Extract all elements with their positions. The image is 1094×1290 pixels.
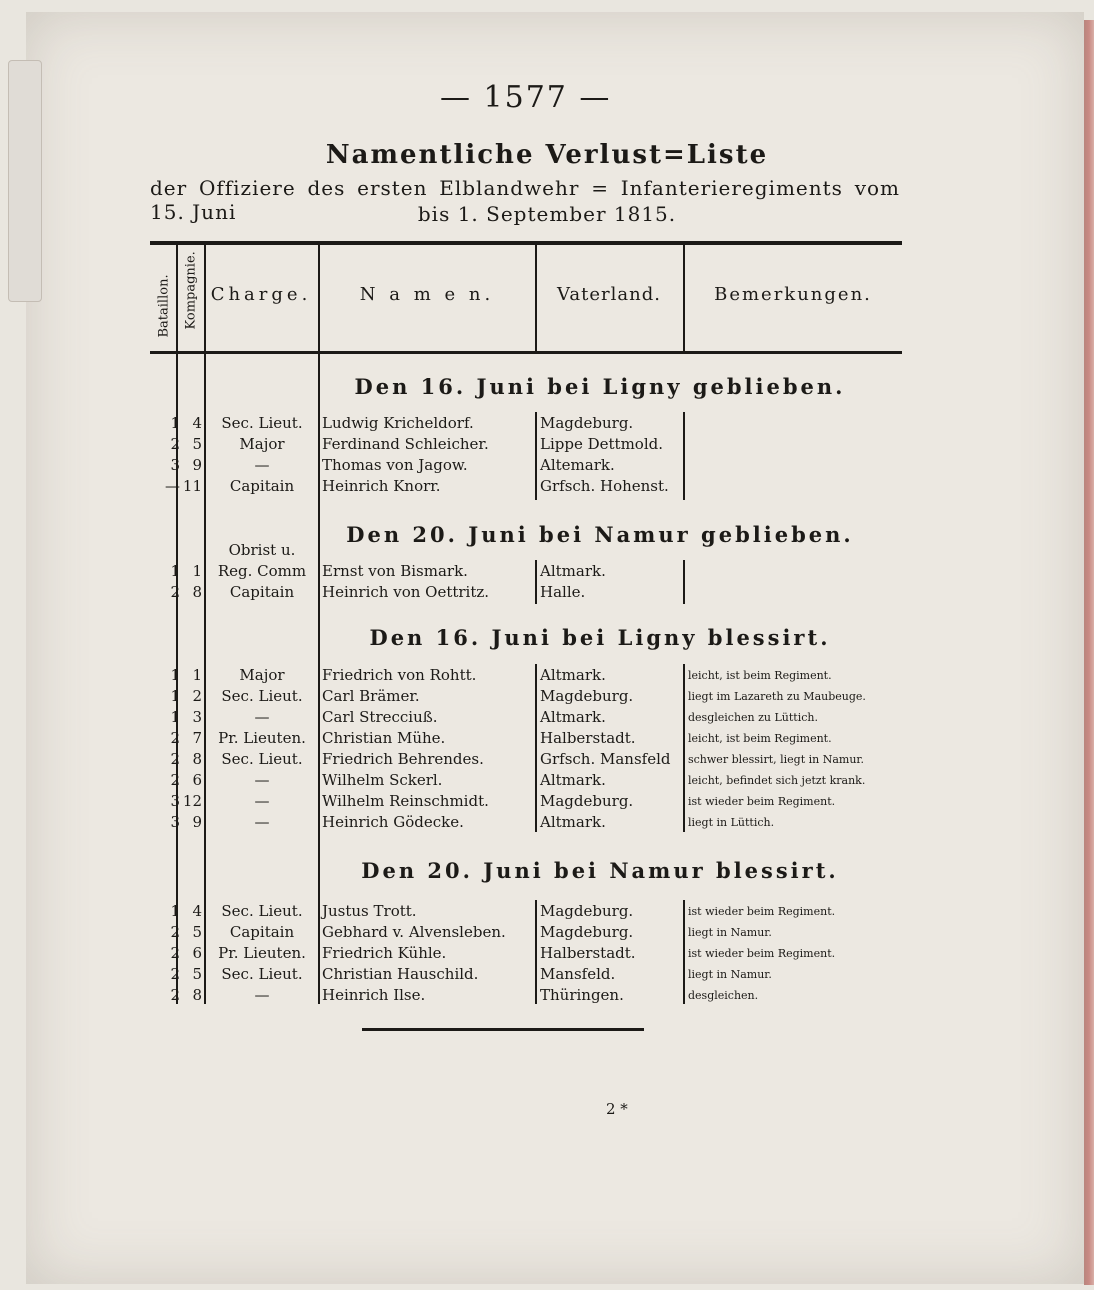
cell-bataillon: 2 (170, 729, 180, 747)
cell-charge: Sec. Lieut. (221, 414, 303, 432)
cell-bataillon: 2 (170, 965, 180, 983)
cell-charge: Sec. Lieut. (221, 965, 303, 983)
cell-name: Gebhard v. Alvensleben. (322, 923, 506, 941)
cell-name: Justus Trott. (322, 902, 417, 920)
cell-charge: — (254, 986, 270, 1004)
header-bataillon: Bataillon. (156, 274, 172, 338)
cell-bemerkung: desgleichen. (688, 989, 759, 1002)
cell-kompagnie: 12 (182, 792, 202, 810)
table-row (150, 583, 890, 604)
table-row (150, 750, 890, 771)
cell-vaterland: Magdeburg. (540, 923, 634, 941)
cell-charge: — (254, 792, 270, 810)
cell-name: Friedrich von Rohtt. (322, 666, 477, 684)
cell-vaterland: Grfsch. Mansfeld (540, 750, 671, 768)
cell-charge: Pr. Lieuten. (218, 729, 306, 747)
cell-vaterland: Altmark. (540, 813, 606, 831)
cell-vaterland: Thüringen. (540, 986, 624, 1004)
cell-name: Carl Strecciuß. (322, 708, 438, 726)
cell-bataillon: 1 (170, 666, 180, 684)
cell-charge: — (254, 456, 270, 474)
cell-vaterland: Magdeburg. (540, 902, 634, 920)
cell-kompagnie: 6 (192, 944, 202, 962)
table-row (150, 813, 890, 834)
page-number: — 1577 — (440, 80, 612, 115)
table-row (150, 792, 890, 813)
cell-name: Heinrich Gödecke. (322, 813, 464, 831)
cell-bataillon: 1 (170, 902, 180, 920)
section-title: Den 20. Juni bei Namur geblieben. (346, 522, 854, 547)
table-row (150, 541, 890, 562)
cell-vaterland: Halberstadt. (540, 944, 636, 962)
cell-charge: Reg. Comm (217, 562, 307, 580)
cell-bataillon: — (165, 477, 180, 495)
signature-mark: 2 * (606, 1100, 628, 1118)
cell-bataillon: 1 (170, 708, 180, 726)
cell-bataillon: 2 (170, 923, 180, 941)
binding-tab (8, 60, 42, 302)
cell-vaterland: Grfsch. Hohenst. (540, 477, 669, 495)
table-row (150, 771, 890, 792)
table-row (150, 729, 890, 750)
cell-bataillon: 2 (170, 583, 180, 601)
cell-kompagnie: 8 (192, 986, 202, 1004)
cell-charge: — (254, 813, 270, 831)
table-header-rule (150, 351, 902, 354)
cell-bemerkung: leicht, ist beim Regiment. (688, 669, 832, 682)
cell-vaterland: Altemark. (540, 456, 615, 474)
cell-kompagnie: 9 (192, 456, 202, 474)
cell-bemerkung: ist wieder beim Regiment. (688, 795, 836, 808)
cell-vaterland: Magdeburg. (540, 792, 634, 810)
cell-kompagnie: 4 (192, 414, 202, 432)
cell-bataillon: 2 (170, 986, 180, 1004)
cell-vaterland: Lippe Dettmold. (540, 435, 663, 453)
cell-bataillon: 2 (170, 944, 180, 962)
table-row (150, 562, 890, 583)
cell-kompagnie: 9 (192, 813, 202, 831)
table-row (150, 435, 890, 456)
header-bemerkungen: Bemerkungen. (714, 284, 872, 305)
cell-kompagnie: 3 (192, 708, 202, 726)
cell-vaterland: Mansfeld. (540, 965, 616, 983)
table-row (150, 687, 890, 708)
cell-bemerkung: liegt in Lüttich. (688, 816, 775, 829)
cell-kompagnie: 7 (192, 729, 202, 747)
cell-bemerkung: schwer blessirt, liegt in Namur. (688, 753, 864, 766)
cell-name: Ernst von Bismark. (322, 562, 468, 580)
cell-kompagnie: 1 (192, 666, 202, 684)
cell-bataillon: 2 (170, 771, 180, 789)
section-title: Den 20. Juni bei Namur blessirt. (361, 858, 839, 883)
cell-vaterland: Altmark. (540, 771, 606, 789)
header-kompagnie: Kompagnie. (183, 251, 199, 330)
cell-bataillon: 3 (170, 456, 180, 474)
cell-bataillon: 3 (170, 792, 180, 810)
cell-name: Friedrich Kühle. (322, 944, 447, 962)
cell-vaterland: Halle. (540, 583, 586, 601)
cell-charge: Capitain (229, 923, 295, 941)
cell-charge: — (254, 708, 270, 726)
col-divider (176, 245, 178, 351)
table-row (150, 666, 890, 687)
cell-name: Christian Hauschild. (322, 965, 479, 983)
table-top-rule (150, 241, 902, 245)
header-namen: N a m e n. (359, 284, 495, 305)
cell-bemerkung: leicht, ist beim Regiment. (688, 732, 832, 745)
cell-bemerkung: liegt in Namur. (688, 968, 772, 981)
table-row (150, 456, 890, 477)
cell-name: Carl Brämer. (322, 687, 420, 705)
cell-kompagnie: 8 (192, 583, 202, 601)
cell-charge: Obrist u. (228, 541, 296, 559)
cell-name: Friedrich Behrendes. (322, 750, 484, 768)
section-title: Den 16. Juni bei Ligny blessirt. (369, 625, 831, 650)
cell-charge: Sec. Lieut. (221, 902, 303, 920)
cell-name: Heinrich von Oettritz. (322, 583, 490, 601)
document-subtitle-line2: bis 1. September 1815. (417, 202, 677, 226)
cell-charge: — (254, 771, 270, 789)
table-row (150, 986, 890, 1007)
header-charge: Charge. (210, 284, 312, 305)
cell-kompagnie: 8 (192, 750, 202, 768)
cell-vaterland: Altmark. (540, 562, 606, 580)
cell-name: Heinrich Ilse. (322, 986, 426, 1004)
section-title: Den 16. Juni bei Ligny geblieben. (354, 374, 846, 399)
cell-bemerkung: ist wieder beim Regiment. (688, 905, 836, 918)
document-subtitle-line1: der Offiziere des ersten Elblandwehr = Infanterieregiments vom 15. Juni (150, 176, 900, 224)
document-title: Namentliche Verlust=Liste (325, 140, 769, 170)
cell-charge: Capitain (229, 477, 295, 495)
cell-bataillon: 2 (170, 750, 180, 768)
cell-kompagnie: 11 (182, 477, 202, 495)
cell-name: Wilhelm Reinschmidt. (322, 792, 489, 810)
cell-kompagnie: 6 (192, 771, 202, 789)
closing-rule (362, 1028, 644, 1031)
cell-bemerkung: desgleichen zu Lüttich. (688, 711, 818, 724)
cell-bemerkung: ist wieder beim Regiment. (688, 947, 836, 960)
cell-bemerkung: leicht, befindet sich jetzt krank. (688, 774, 866, 787)
cell-bemerkung: liegt in Namur. (688, 926, 772, 939)
cell-bemerkung: liegt im Lazareth zu Maubeuge. (688, 690, 866, 703)
cell-charge: Pr. Lieuten. (218, 944, 306, 962)
cell-vaterland: Altmark. (540, 666, 606, 684)
cell-charge: Sec. Lieut. (221, 750, 303, 768)
cell-vaterland: Halberstadt. (540, 729, 636, 747)
cell-bataillon: 1 (170, 414, 180, 432)
cell-name: Ferdinand Schleicher. (322, 435, 489, 453)
cell-bataillon: 1 (170, 687, 180, 705)
table-row (150, 708, 890, 729)
cell-name: Ludwig Kricheldorf. (322, 414, 474, 432)
cell-name: Heinrich Knorr. (322, 477, 441, 495)
table-row (150, 965, 890, 986)
cell-bataillon: 3 (170, 813, 180, 831)
cell-kompagnie: 2 (192, 687, 202, 705)
cell-vaterland: Magdeburg. (540, 687, 634, 705)
cell-kompagnie: 5 (192, 923, 202, 941)
cell-charge: Major (239, 435, 285, 453)
table-row (150, 902, 890, 923)
table-row (150, 923, 890, 944)
cell-charge: Sec. Lieut. (221, 687, 303, 705)
cell-kompagnie: 1 (192, 562, 202, 580)
cell-vaterland: Altmark. (540, 708, 606, 726)
col-divider (683, 245, 685, 351)
cell-name: Thomas von Jagow. (322, 456, 468, 474)
table-row (150, 414, 890, 435)
cell-name: Christian Mühe. (322, 729, 446, 747)
table-row (150, 477, 890, 498)
cell-vaterland: Magdeburg. (540, 414, 634, 432)
cell-kompagnie: 4 (192, 902, 202, 920)
cell-charge: Capitain (229, 583, 295, 601)
cell-kompagnie: 5 (192, 435, 202, 453)
cell-kompagnie: 5 (192, 965, 202, 983)
table-row (150, 944, 890, 965)
header-vaterland: Vaterland. (557, 284, 661, 305)
cell-bataillon: 1 (170, 562, 180, 580)
cell-charge: Major (239, 666, 285, 684)
cell-bataillon: 2 (170, 435, 180, 453)
cell-name: Wilhelm Sckerl. (322, 771, 443, 789)
